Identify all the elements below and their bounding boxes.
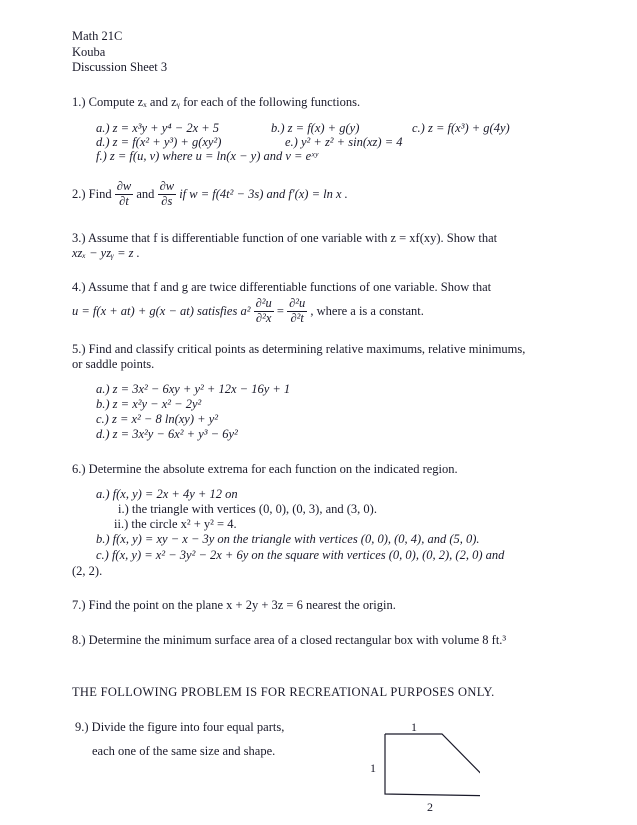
problem-6a-ii: ii.) the circle x² + y² = 4.: [114, 517, 237, 531]
problem-1-prompt: [72, 96, 360, 109]
problem-label: 9.): [75, 720, 89, 734]
problem-text: if w = f(4t² − 3s) and f′(x) = ln x .: [179, 187, 348, 201]
problem-label: 2.): [72, 187, 86, 201]
fraction-denominator: ∂s: [161, 193, 173, 208]
problem-1d: d.) z = f(x² + y³) + g(xy²): [96, 135, 222, 149]
problem-9-line-1: [75, 721, 284, 734]
problem-5b: b.) z = x²y − x² − 2y²: [96, 397, 202, 411]
problem-text: Find the point on the plane x + 2y + 3z = 6 nearest the origin.: [88, 598, 396, 612]
problem-text: , where a is a constant.: [310, 304, 424, 318]
trapezoid-figure: [360, 720, 480, 820]
problem-1e: e.) y² + z² + sin(xz) = 4: [285, 135, 403, 149]
problem-5-line-2: or saddle points.: [72, 357, 155, 371]
problem-text: Determine the absolute extrema for each function on the indicated region.: [88, 462, 458, 476]
problem-6-line-1: [72, 463, 458, 476]
problem-7: [72, 599, 396, 612]
problem-8: [72, 634, 506, 647]
sheet-title: Discussion Sheet 3: [72, 60, 168, 74]
problem-text: Find and classify critical points as determining relative maximums, relative minimums,: [88, 342, 526, 356]
instructor-name: Kouba: [72, 45, 106, 59]
problem-text: Determine the minimum surface area of a closed rectangular box with volume 8 ft.³: [88, 633, 507, 647]
problem-6a-i: i.) the triangle with vertices (0, 0), (0, 3), and (3, 0).: [118, 502, 377, 516]
fraction-numerator: ∂w: [116, 179, 132, 193]
problem-5-line-1: [72, 343, 525, 356]
find-word: Find: [88, 187, 112, 201]
partial-w-t-fraction: [115, 180, 134, 209]
problem-label: 7.): [72, 598, 86, 612]
equals-sign: =: [276, 304, 284, 318]
problem-text: Divide the figure into four equal parts,: [91, 720, 285, 734]
problem-6c: c.) f(x, y) = x² − 3y² − 2x + 6y on the square with vertices (0, 0), (0, 2), (2, 0) and: [96, 548, 505, 562]
problem-text: Compute zₓ and zᵧ for each of the following functions.: [88, 95, 361, 109]
partial-w-s-fraction: [158, 180, 177, 209]
fraction-denominator: ∂t: [119, 193, 129, 208]
second-partial-t-fraction: [287, 297, 307, 326]
problem-4-line-1: [72, 281, 491, 294]
second-partial-x-fraction: [254, 297, 274, 326]
problem-1a: a.) z = x³y + y⁴ − 2x + 5: [96, 121, 220, 135]
problem-label: 5.): [72, 342, 86, 356]
wave-equation-lhs: u = f(x + at) + g(x − at) satisfies a²: [72, 304, 251, 318]
problem-label: 8.): [72, 633, 86, 647]
problem-1b: b.) z = f(x) + g(y): [271, 121, 360, 135]
problem-label: 1.): [72, 95, 86, 109]
fraction-denominator: ∂²t: [290, 310, 304, 325]
trapezoid-shape: [385, 734, 480, 796]
and-word: and: [136, 187, 155, 201]
recreational-note: THE FOLLOWING PROBLEM IS FOR RECREATIONAL PURPOSES ONLY.: [72, 685, 495, 699]
fraction-numerator: ∂w: [159, 179, 175, 193]
bottom-side-label: 2: [427, 800, 433, 814]
problem-5a: a.) z = 3x² − 6xy + y² + 12x − 16y + 1: [96, 382, 291, 396]
fraction-numerator: ∂²u: [289, 296, 306, 310]
problem-5d: d.) z = 3x²y − 6x² + y³ − 6y²: [96, 427, 238, 441]
problem-4-line-2: [72, 297, 424, 326]
fraction-numerator: ∂²u: [255, 296, 272, 310]
problem-label: 4.): [72, 280, 86, 294]
course-name: Math 21C: [72, 29, 123, 43]
left-side-label: 1: [370, 761, 376, 775]
top-side-label: 1: [411, 720, 417, 734]
problem-3-line-2: xzₓ − yzᵧ = z .: [72, 246, 140, 260]
problem-1c: c.) z = f(x³) + g(4y): [412, 121, 510, 135]
problem-6b: b.) f(x, y) = xy − x − 3y on the triangle with vertices (0, 0), (0, 4), and (5, 0).: [96, 532, 480, 546]
problem-1f: f.) z = f(u, v) where u = ln(x − y) and v = eˣʸ: [96, 149, 318, 163]
problem-9-line-2: each one of the same size and shape.: [92, 744, 276, 758]
problem-label: 3.): [72, 231, 86, 245]
problem-text: Assume that f and g are twice differentiable functions of one variable. Show that: [87, 280, 492, 294]
problem-3-line-1: [72, 232, 497, 245]
problem-label: 6.): [72, 462, 86, 476]
problem-5c: c.) z = x² − 8 ln(xy) + y²: [96, 412, 218, 426]
fraction-denominator: ∂²x: [255, 310, 272, 325]
problem-text: Assume that f is differentiable function of one variable with z = xf(xy). Show that: [87, 231, 498, 245]
problem-6a: a.) f(x, y) = 2x + 4y + 12 on: [96, 487, 238, 501]
problem-6c-cont: (2, 2).: [72, 564, 103, 578]
problem-2: [72, 180, 348, 209]
